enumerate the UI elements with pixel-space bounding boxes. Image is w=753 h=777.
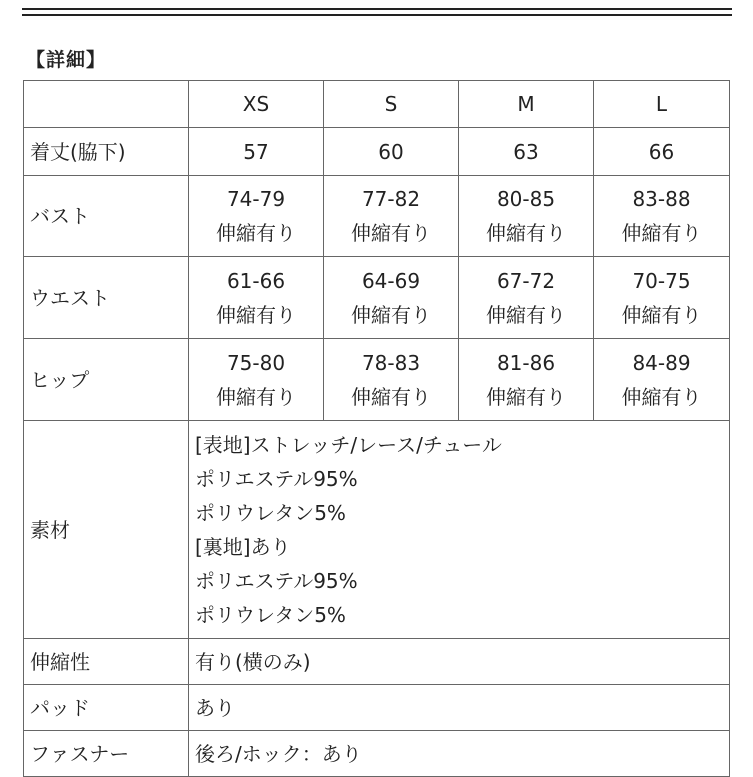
waist-xs-note: 伸縮有り — [216, 302, 296, 327]
waist-xs — [189, 257, 324, 339]
hip-xs-note: 伸縮有り — [216, 384, 296, 409]
length-l: 66 — [594, 128, 730, 176]
material-line: ポリウレタン5% — [195, 602, 346, 627]
waist-m-note: 伸縮有り — [486, 302, 566, 327]
hip-s-value: 78-83 — [361, 350, 421, 375]
section-title: 【詳細】 — [26, 49, 107, 71]
material-cell — [189, 421, 730, 639]
waist-l-value: 70-75 — [632, 268, 691, 293]
row-label-material: 素材 — [24, 421, 189, 639]
row-label-stretch: 伸縮性 — [24, 639, 189, 685]
bust-l — [594, 176, 730, 257]
table-row — [24, 128, 730, 176]
bust-l-note: 伸縮有り — [621, 221, 702, 245]
hip-l-note: 伸縮有り — [621, 384, 702, 409]
fastener-value: 後ろ/ホック：あり — [189, 731, 730, 777]
bust-s-value: 77-82 — [361, 187, 421, 211]
table-row — [24, 339, 730, 421]
bust-m-value: 80-85 — [496, 187, 556, 211]
size-spec-table — [23, 80, 730, 777]
hip-l — [594, 339, 730, 421]
waist-xs-value: 61-66 — [226, 268, 286, 293]
row-label-length: 着丈(脇下) — [24, 128, 189, 176]
bust-l-value: 83-88 — [632, 187, 691, 211]
material-line: ポリエステル95% — [195, 466, 358, 491]
hip-s-note: 伸縮有り — [351, 384, 431, 409]
waist-m-value: 67-72 — [496, 268, 556, 293]
size-header-xs: XS — [189, 81, 324, 128]
table-row — [24, 685, 730, 731]
material-line: ポリエステル95% — [195, 568, 358, 593]
table-row — [24, 257, 730, 339]
hip-l-value: 84-89 — [632, 350, 691, 375]
top-rule-1 — [22, 8, 732, 10]
stretch-value: 有り(横のみ) — [189, 639, 730, 685]
hip-xs — [189, 339, 324, 421]
material-line: [表地]ストレッチ/レース/チュール — [195, 432, 502, 457]
waist-l — [594, 257, 730, 339]
waist-m — [459, 257, 594, 339]
row-label-bust: バスト — [24, 176, 189, 257]
row-label-waist: ウエスト — [24, 257, 189, 339]
table-row — [24, 639, 730, 685]
waist-s — [324, 257, 459, 339]
table-row — [24, 731, 730, 777]
empty-corner-cell — [24, 81, 189, 128]
hip-m-value: 81-86 — [496, 350, 556, 375]
hip-m-note: 伸縮有り — [486, 384, 566, 409]
size-header-row — [24, 81, 730, 128]
pad-value: あり — [189, 685, 730, 731]
bust-s — [324, 176, 459, 257]
bust-m-note: 伸縮有り — [486, 221, 566, 245]
waist-s-note: 伸縮有り — [351, 302, 431, 327]
waist-l-note: 伸縮有り — [621, 302, 702, 327]
table-row — [24, 176, 730, 257]
hip-s — [324, 339, 459, 421]
length-s: 60 — [324, 128, 459, 176]
row-label-fastener: ファスナー — [24, 731, 189, 777]
size-header-l: L — [594, 81, 730, 128]
row-label-pad: パッド — [24, 685, 189, 731]
waist-s-value: 64-69 — [361, 268, 421, 293]
size-header-m: M — [459, 81, 594, 128]
row-label-hip: ヒップ — [24, 339, 189, 421]
size-header-s: S — [324, 81, 459, 128]
bust-s-note: 伸縮有り — [351, 221, 431, 245]
bust-xs-value: 74-79 — [226, 187, 286, 211]
table-row — [24, 421, 730, 639]
length-xs: 57 — [189, 128, 324, 176]
material-line: [裏地]あり — [195, 534, 291, 559]
material-line: ポリウレタン5% — [195, 500, 346, 525]
hip-m — [459, 339, 594, 421]
bust-m — [459, 176, 594, 257]
top-rule-2 — [22, 14, 732, 16]
length-m: 63 — [459, 128, 594, 176]
bust-xs — [189, 176, 324, 257]
hip-xs-value: 75-80 — [226, 350, 286, 375]
bust-xs-note: 伸縮有り — [216, 221, 296, 245]
